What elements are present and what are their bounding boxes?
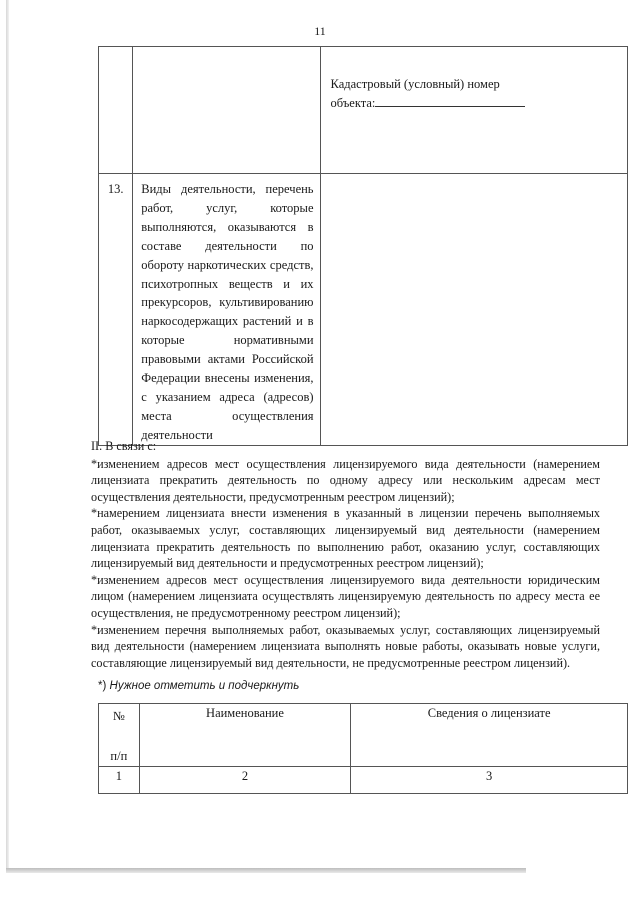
section-ii-heading: II. В связи с: <box>91 439 157 453</box>
licensee-table-number-row <box>99 767 628 794</box>
scan-left-edge <box>6 0 9 872</box>
cell-empty-number <box>99 47 133 174</box>
column-number-2: 2 <box>139 767 351 794</box>
footnote-text: Нужное отметить и подчеркнуть <box>109 680 300 692</box>
scan-bottom-edge <box>6 868 526 873</box>
header-info-cell: Сведения о лицензиате <box>351 704 628 767</box>
section-item-3: *изменением адресов мест осуществления лицензируемого вида деятельности юридическим лицом (намерением лицензиата осуществлять лицензируемую деятельность по адресу места ее осуществления, не предусмотренному реестром лицензий); <box>91 572 600 620</box>
column-number-1: 1 <box>99 767 140 794</box>
section-item-2: *намерением лицензиата внести изменения в указанный в лицензии перечень выполняемых работ, оказываемых услуг, составляющих лицензируемый вид деятельности (намерением лицензиата прекратить деятельность по выполнению работ, оказанию услуг, составляющих лицензируемый вид деятельности и предусмотренных реестром лицензий); <box>91 506 600 571</box>
header-number-symbol: № <box>112 709 125 723</box>
licensee-table-header <box>99 704 628 767</box>
page-number: 11 <box>314 24 326 38</box>
footnote <box>98 680 299 692</box>
section-item-4: *изменением перечня выполняемых работ, оказываемых услуг, составляющих лицензируемый вид деятельности (намерением лицензиата выполнять новые работы, оказывать новые услуги, составляющие лицензируемый вид деятельности, не предусмотренные реестром лицензий). <box>91 622 600 670</box>
footnote-marker: *) <box>98 680 107 692</box>
row-13-value-cell[interactable] <box>320 174 627 446</box>
header-name-cell: Наименование <box>139 704 351 767</box>
cell-cadastral-number <box>320 47 627 174</box>
header-number-abbr: п/п <box>110 749 128 763</box>
license-details-table <box>98 46 628 446</box>
section-ii <box>91 438 600 671</box>
column-number-3: 3 <box>351 767 628 794</box>
licensee-info-table <box>98 703 628 794</box>
section-item-1: *изменением адресов мест осуществления лицензируемого вида деятельности (намерением лицензиата прекратить деятельность по одному адресу или нескольким адресам мест осуществления деятельности, предусмотренным реестром лицензий); <box>91 456 600 504</box>
row-13-activities-text: Виды деятельности, перечень работ, услуг, которые выполняются, оказываются в составе деятельности по обороту наркотических средств, психотропных веществ и их прекурсоров, культивированию наркосодержащих растений и в которые нормативными правовыми актами Российской Федерации внесены изменения, с указанием адреса (адресов) места осуществления деятельности <box>133 174 320 446</box>
cell-empty-label <box>133 47 320 174</box>
table-row-cadastral <box>99 47 628 174</box>
cadastral-label-line1: Кадастровый (условный) номер <box>330 77 500 91</box>
cadastral-blank-field[interactable] <box>375 93 525 107</box>
table-row-13 <box>99 174 628 446</box>
cadastral-label-line2: объекта: <box>330 96 376 110</box>
row-13-number: 13. <box>99 174 133 446</box>
header-number-cell <box>99 704 140 767</box>
